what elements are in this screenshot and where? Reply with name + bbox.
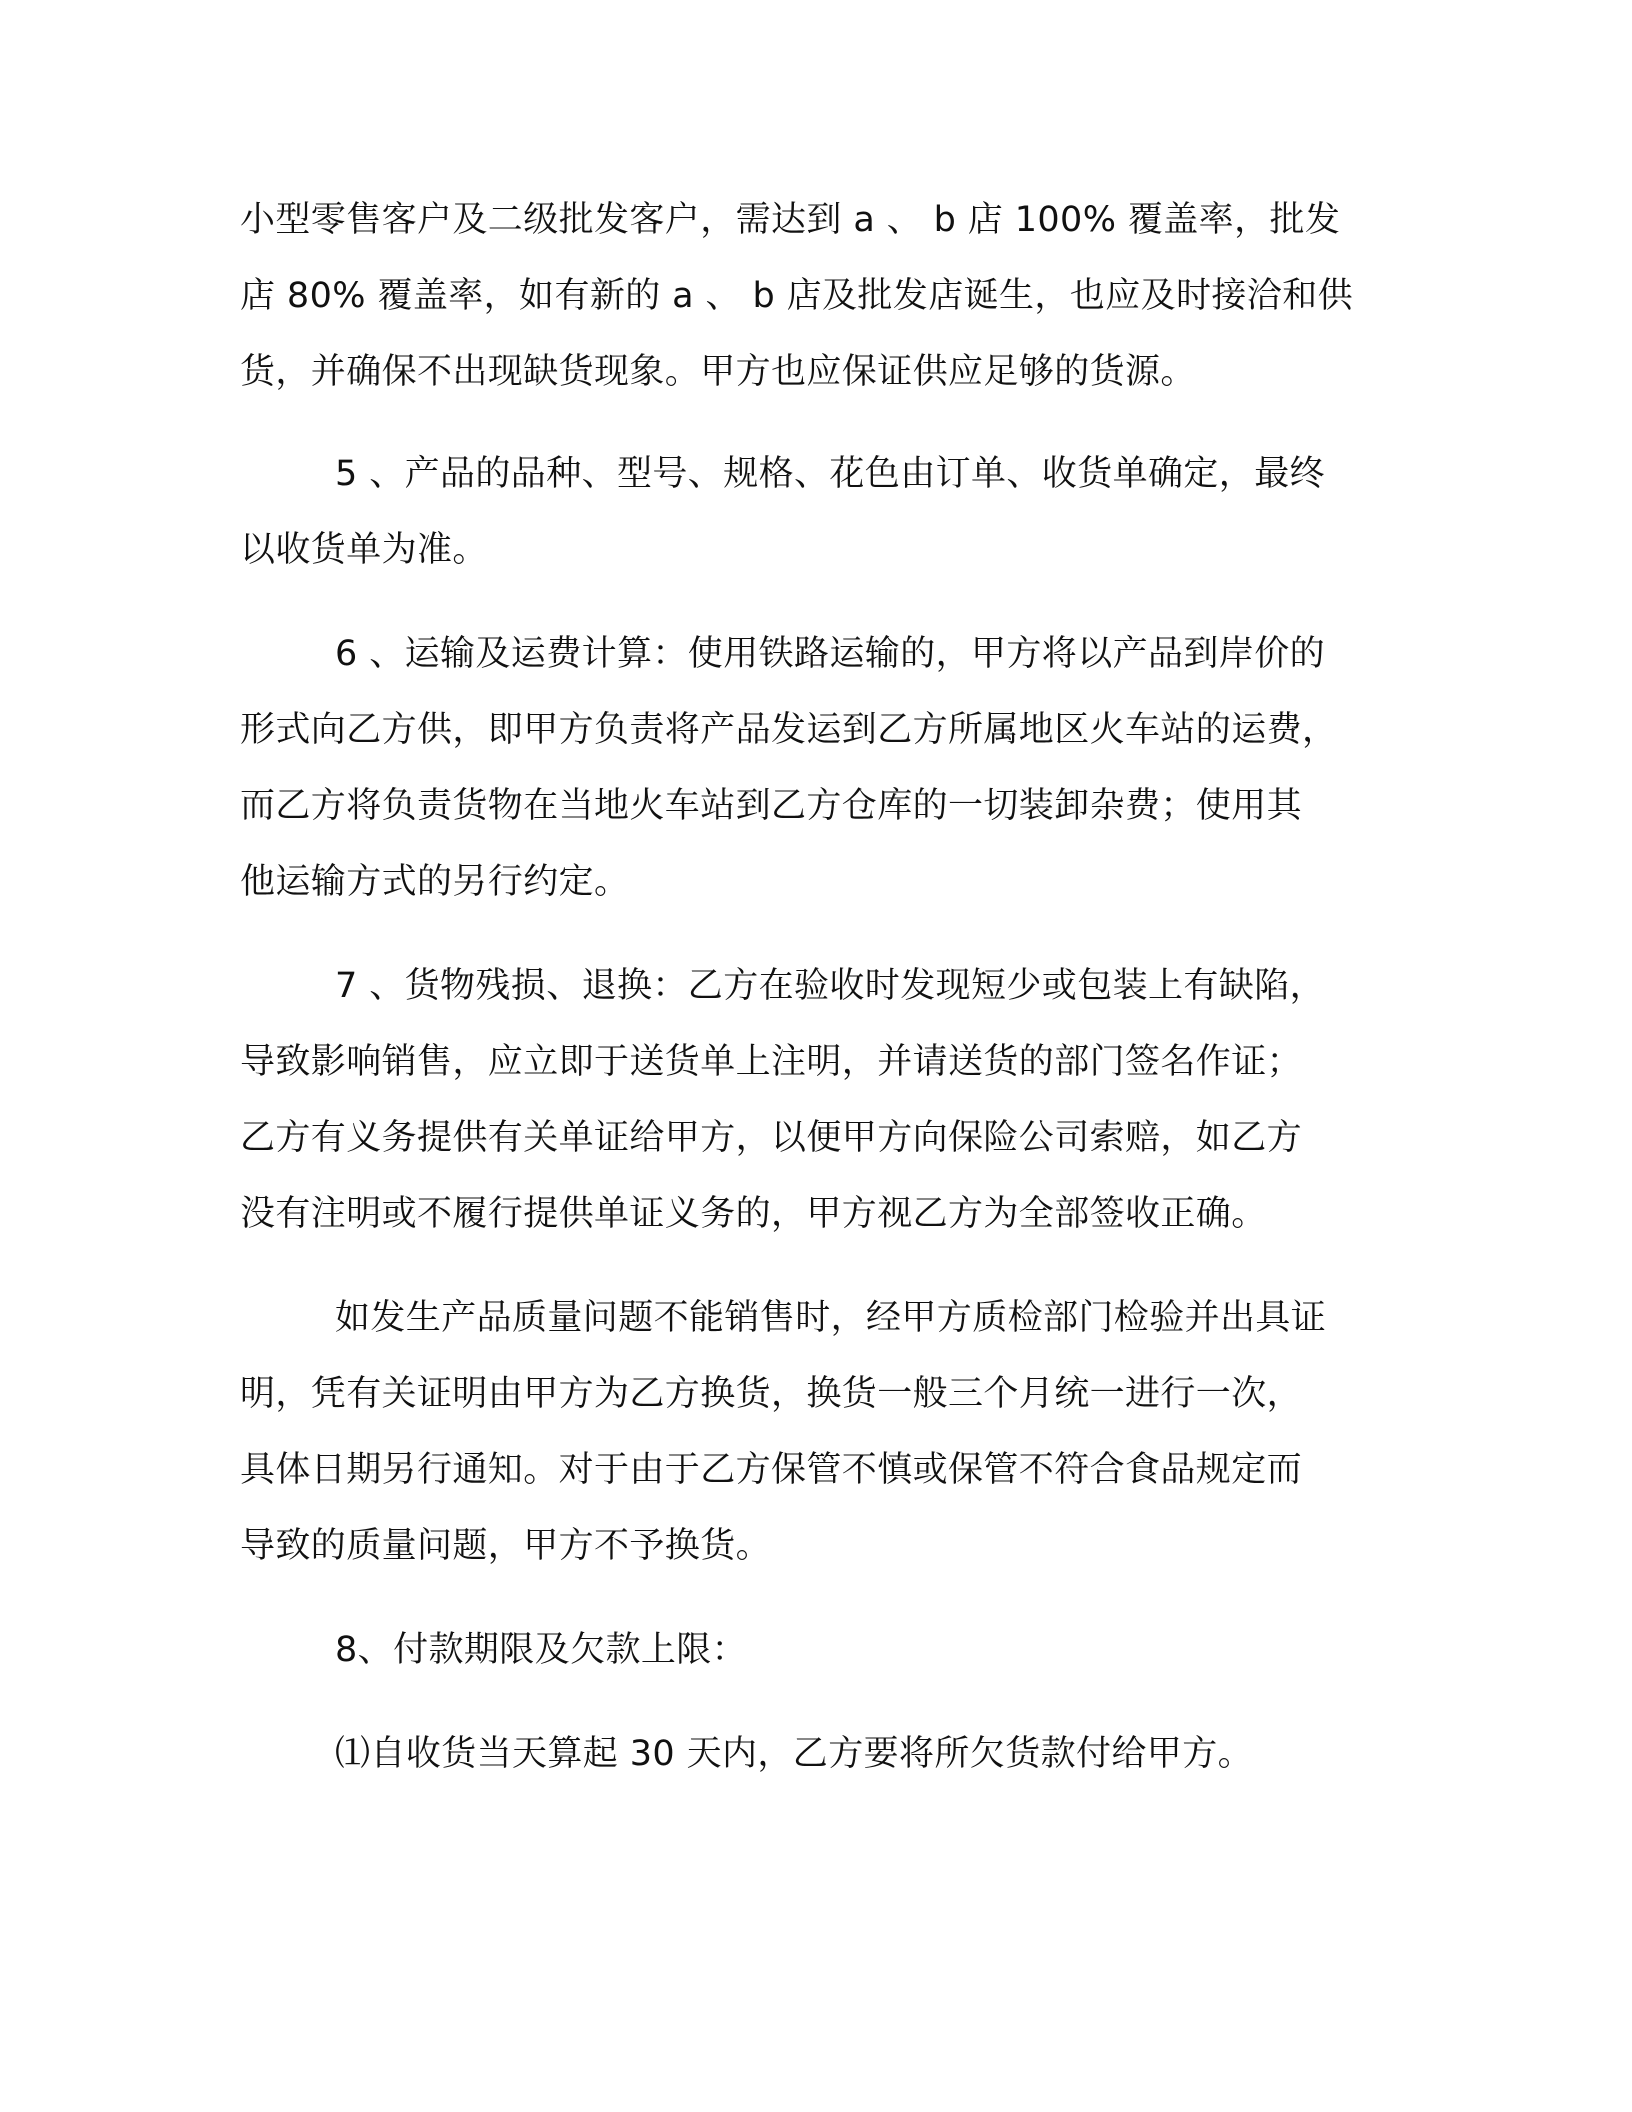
subclause-1-line: ⑴自收货当天算起 30 天内，乙方要将所欠货款付给甲方。	[335, 1734, 1253, 1774]
text-line: 以收货单为准。	[240, 530, 488, 570]
text-line: 具体日期另行通知。对于由于乙方保管不慎或保管不符合食品规定而	[240, 1450, 1303, 1490]
text-line: 明，凭有关证明由甲方为乙方换货，换货一般三个月统一进行一次，	[240, 1374, 1303, 1414]
clause-8-heading: 8、付款期限及欠款上限：	[335, 1630, 748, 1670]
text-line: 而乙方将负责货物在当地火车站到乙方仓库的一切装卸杂费；使用其	[240, 786, 1303, 826]
text-line: 导致影响销售，应立即于送货单上注明，并请送货的部门签名作证；	[240, 1042, 1303, 1082]
clause-7-line: 7 、货物残损、退换：乙方在验收时发现短少或包装上有缺陷，	[335, 966, 1325, 1006]
text-line: 他运输方式的另行约定。	[240, 862, 630, 902]
paragraph-line: 如发生产品质量问题不能销售时，经甲方质检部门检验并出具证	[335, 1298, 1327, 1338]
clause-6-line: 6 、运输及运费计算：使用铁路运输的，甲方将以产品到岸价的	[335, 634, 1325, 674]
text-line: 形式向乙方供，即甲方负责将产品发运到乙方所属地区火车站的运费，	[240, 710, 1338, 750]
text-line: 小型零售客户及二级批发客户，需达到 a 、 b 店 100% 覆盖率，批发	[240, 200, 1341, 240]
text-line: 乙方有义务提供有关单证给甲方，以便甲方向保险公司索赔，如乙方	[240, 1118, 1303, 1158]
text-line: 没有注明或不履行提供单证义务的，甲方视乙方为全部签收正确。	[240, 1194, 1267, 1234]
text-line: 货，并确保不出现缺货现象。甲方也应保证供应足够的货源。	[240, 352, 1196, 392]
text-line: 导致的质量问题，甲方不予换货。	[240, 1526, 772, 1566]
clause-5-line: 5 、产品的品种、型号、规格、花色由订单、收货单确定，最终	[335, 454, 1325, 494]
text-line: 店 80% 覆盖率，如有新的 a 、 b 店及批发店诞生，也应及时接洽和供	[240, 276, 1354, 316]
